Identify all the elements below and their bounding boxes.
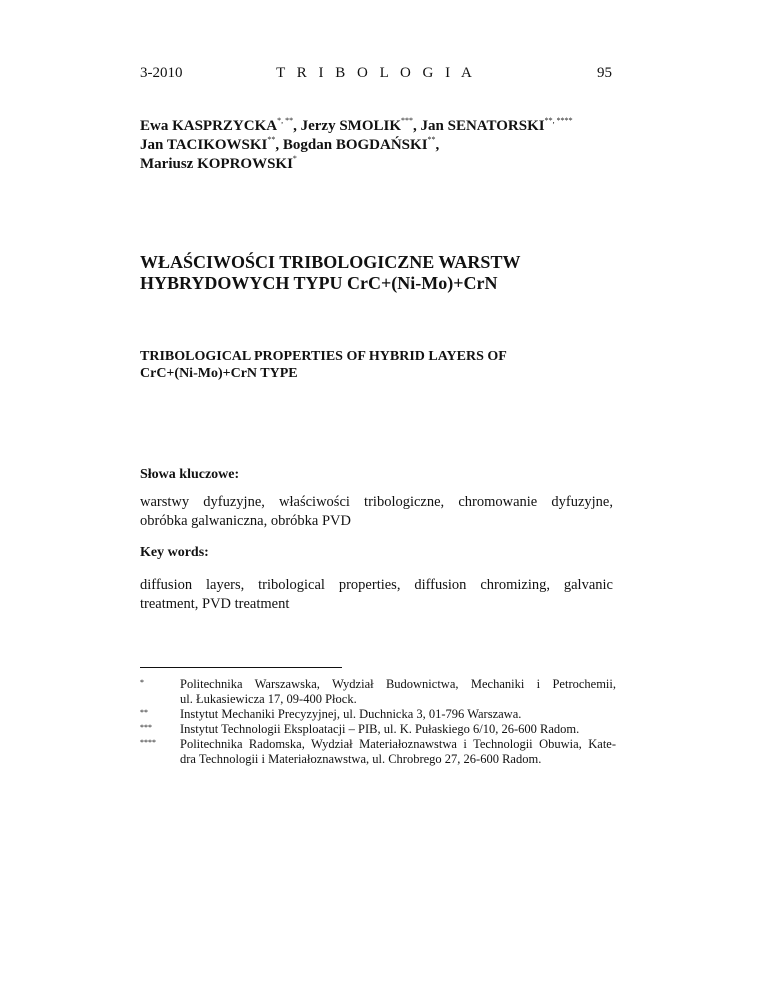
author-separator: , <box>435 137 440 153</box>
affiliation-mark: *, ** <box>277 116 294 125</box>
keywords-line: obróbka galwaniczna, obróbka PVD <box>140 513 351 529</box>
footnote-line: dra Technologii i Materiałoznawstwa, ul. Chrobrego 27, 26-600 Radom. <box>180 752 542 766</box>
author-separator: , <box>293 118 301 134</box>
footnote-line: Instytut Technologii Eksploatacji – PIB, ul. K. Pułaskiego 6/10, 26-600 Radom. <box>180 722 580 736</box>
footnote-line: Instytut Mechaniki Precyzyjnej, ul. Duchnicka 3, 01-796 Warszawa. <box>180 707 522 721</box>
footnote-mark: ** <box>140 708 148 717</box>
author-separator: , <box>413 118 421 134</box>
author-name: Jan SENATORSKI <box>420 118 545 134</box>
author-name: Jan TACIKOWSKI <box>140 137 268 153</box>
footnote-text <box>180 677 616 707</box>
title-line: TRIBOLOGICAL PROPERTIES OF HYBRID LAYERS OF <box>140 349 507 364</box>
running-header <box>140 65 612 85</box>
journal-name: T R I B O L O G I A <box>276 65 476 81</box>
issue-number: 3-2010 <box>140 65 183 81</box>
footnote-text <box>180 722 616 737</box>
affiliation-mark: * <box>292 154 297 163</box>
author-name: Bogdan BOGDAŃSKI <box>282 137 428 153</box>
footnote-line: Politechnika Warszawska, Wydział Budownictwa, Mechaniki i Petrochemii, <box>180 677 616 691</box>
footnote-text <box>180 737 616 767</box>
author-list <box>140 117 620 174</box>
footnote-line: ul. Łukasiewicza 17, 09-400 Płock. <box>180 692 357 706</box>
footnote-line: Politechnika Radomska, Wydział Materiałoznawstwa i Technologii Obuwia, Kate- <box>180 737 616 751</box>
footnote-mark: *** <box>140 723 152 732</box>
footnote-text <box>180 707 616 722</box>
affiliation-mark: *** <box>401 116 414 125</box>
keywords-english-label: Key words: <box>140 545 209 560</box>
author-name: Mariusz KOPROWSKI <box>140 156 293 172</box>
keywords-polish-label: Słowa kluczowe: <box>140 467 240 482</box>
title-line: WŁAŚCIWOŚCI TRIBOLOGICZNE WARSTW <box>140 252 521 272</box>
footnote <box>140 722 616 737</box>
page-number: 95 <box>597 65 612 81</box>
footnote-mark: * <box>140 678 144 687</box>
keywords-english-text <box>140 576 613 614</box>
footnote-divider <box>140 667 342 668</box>
author-line <box>140 136 620 155</box>
affiliation-mark: **, **** <box>544 116 573 125</box>
paper-title-polish <box>140 252 620 294</box>
author-line <box>140 155 620 174</box>
footnote-mark: **** <box>140 738 156 747</box>
footnote <box>140 737 616 767</box>
title-line: HYBRYDOWYCH TYPU CrC+(Ni-Mo)+CrN <box>140 273 498 293</box>
affiliation-mark: ** <box>267 135 276 144</box>
footnote <box>140 707 616 722</box>
keywords-line: treatment, PVD treatment <box>140 596 290 612</box>
keywords-polish-text <box>140 493 613 531</box>
affiliation-footnotes <box>140 677 616 767</box>
footnote <box>140 677 616 707</box>
keywords-line: warstwy dyfuzyjne, właściwości tribologiczne, chromowanie dyfuzyjne, <box>140 494 613 510</box>
title-line: CrC+(Ni-Mo)+CrN TYPE <box>140 366 298 381</box>
author-line <box>140 117 620 136</box>
paper-title-english <box>140 348 620 382</box>
author-name: Ewa KASPRZYCKA <box>140 118 278 134</box>
affiliation-mark: ** <box>427 135 436 144</box>
author-separator: , <box>275 137 283 153</box>
keywords-line: diffusion layers, tribological properties, diffusion chromizing, galvanic <box>140 577 613 593</box>
author-name: Jerzy SMOLIK <box>300 118 402 134</box>
